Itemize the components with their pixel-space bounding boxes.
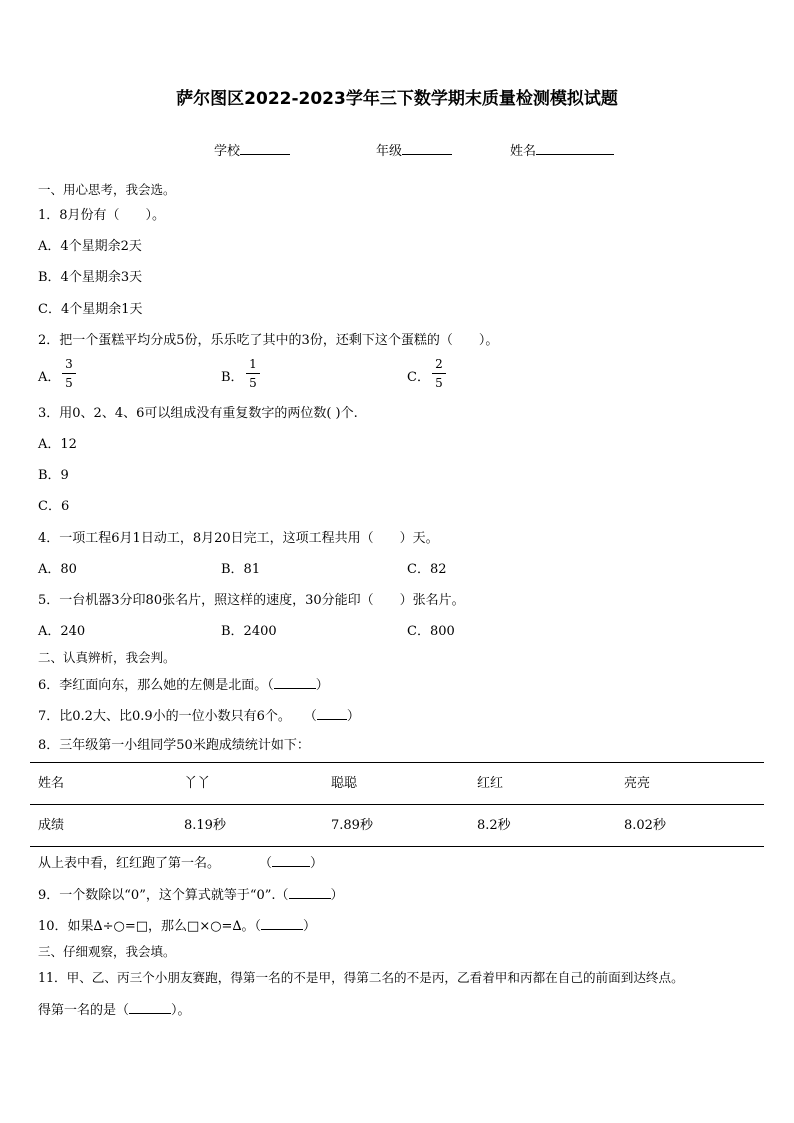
q4-option-b[interactable]: B．81 <box>221 562 261 577</box>
q2-b-numerator: 1 <box>249 357 257 371</box>
q2-b-denominator: 5 <box>249 376 257 390</box>
q11-line2-text: 得第一名的是（ <box>38 1003 130 1018</box>
q2-stem: 2．把一个蛋糕平均分成5份，乐乐吃了其中的3份，还剩下这个蛋糕的（ ）。 <box>38 333 499 348</box>
q8-stem: 8．三年级第一小组同学50米跑成绩统计如下： <box>38 738 310 753</box>
q3-option-b[interactable]: B．9 <box>38 468 69 483</box>
q8-answer-blank[interactable] <box>272 854 310 867</box>
q11-line2 <box>38 1001 191 1019</box>
q8-close: ） <box>310 856 324 871</box>
q2-option-a-label[interactable]: A． <box>38 370 61 385</box>
q4-option-a[interactable]: A．80 <box>38 562 77 577</box>
q5-option-a[interactable]: A．240 <box>38 624 86 639</box>
table-cell: 成绩 <box>38 818 65 833</box>
section-3-heading: 三、仔细观察，我会填。 <box>38 944 176 959</box>
q3-stem: 3．用0、2、4、6可以组成没有重复数字的两位数( )个. <box>38 406 358 421</box>
q1-stem: 1．8月份有（ ）。 <box>38 208 166 223</box>
table-header-cell: 姓名 <box>38 776 65 791</box>
q2-a-numerator: 3 <box>65 357 73 371</box>
q1-option-c[interactable]: C．4个星期余1天 <box>38 302 143 317</box>
q9-close: ） <box>330 888 344 903</box>
q2-option-c-label[interactable]: C． <box>407 370 430 385</box>
table-header-cell: 聪聪 <box>331 776 358 791</box>
fraction-bar <box>246 373 260 374</box>
q7-answer-blank[interactable] <box>317 707 347 720</box>
q11-stem: 11．甲、乙、丙三个小朋友赛跑，得第一名的不是甲，得第二名的不是丙，乙看着甲和丙都在自己的前面到达终点。 <box>38 970 684 985</box>
school-field <box>214 142 290 160</box>
fraction-bar <box>432 373 446 374</box>
q7-line <box>38 707 360 725</box>
q2-a-denominator: 5 <box>65 376 73 390</box>
school-blank[interactable] <box>240 142 290 155</box>
section-2-heading: 二、认真辨析，我会判。 <box>38 650 176 665</box>
table-cell: 7.89秒 <box>331 818 373 833</box>
q8-follow-stem: 从上表中看，红红跑了第一名。 （ <box>38 856 273 871</box>
q3-option-c[interactable]: C．6 <box>38 499 70 514</box>
q1-option-a[interactable]: A．4个星期余2天 <box>38 239 142 254</box>
q5-option-c[interactable]: C．800 <box>407 624 455 639</box>
q5-option-b[interactable]: B．2400 <box>221 624 277 639</box>
q3-option-a[interactable]: A．12 <box>38 437 77 452</box>
q9-answer-blank[interactable] <box>289 886 331 899</box>
q6-close: ） <box>315 678 329 693</box>
q6-stem: 6．李红面向东，那么她的左侧是北面。（ <box>38 678 274 693</box>
q4-stem: 4．一项工程6月1日动工，8月20日完工，这项工程共用（ ）天。 <box>38 531 439 546</box>
q2-option-b-fraction <box>246 357 260 390</box>
q2-option-c-fraction <box>432 357 446 390</box>
table-header-cell: 丫丫 <box>184 776 211 791</box>
q2-option-a-fraction <box>62 357 76 390</box>
q10-close: ） <box>303 919 317 934</box>
q5-stem: 5．一台机器3分印80张名片，照这样的速度，30分能印（ ）张名片。 <box>38 593 465 608</box>
table-middle-rule <box>30 804 764 805</box>
grade-label: 年级 <box>376 144 403 159</box>
table-header-cell: 亮亮 <box>624 776 651 791</box>
table-cell: 8.19秒 <box>184 818 226 833</box>
q7-close: ） <box>346 709 360 724</box>
q6-answer-blank[interactable] <box>274 676 316 689</box>
name-label: 姓名 <box>510 144 537 159</box>
fraction-bar <box>62 373 76 374</box>
table-header-cell: 红红 <box>477 776 504 791</box>
q2-option-b-label[interactable]: B． <box>221 370 244 385</box>
page-title: 萨尔图区2022-2023学年三下数学期末质量检测模拟试题 <box>176 89 618 109</box>
table-top-rule <box>30 762 764 763</box>
q9-line <box>38 886 344 904</box>
q10-answer-blank[interactable] <box>261 917 303 930</box>
table-cell: 8.02秒 <box>624 818 666 833</box>
q9-stem: 9．一个数除以“0”，这个算式就等于“0”.（ <box>38 888 289 903</box>
q7-stem: 7．比0.2大、比0.9小的一位小数只有6个。 （ <box>38 709 317 724</box>
school-label: 学校 <box>214 144 241 159</box>
q2-c-denominator: 5 <box>435 376 443 390</box>
grade-field <box>376 142 452 160</box>
q6-line <box>38 676 329 694</box>
name-field <box>510 142 614 160</box>
grade-blank[interactable] <box>402 142 452 155</box>
q4-option-c[interactable]: C．82 <box>407 562 447 577</box>
table-cell: 8.2秒 <box>477 818 511 833</box>
name-blank[interactable] <box>536 142 614 155</box>
q10-line <box>38 917 316 935</box>
q8-follow-line <box>38 854 323 872</box>
section-1-heading: 一、用心思考，我会选。 <box>38 182 176 197</box>
q10-stem: 10．如果∆÷○=□，那么□×○=∆。（ <box>38 919 262 934</box>
q11-answer-blank[interactable] <box>129 1001 171 1014</box>
q11-close: ）。 <box>171 1003 191 1018</box>
q1-option-b[interactable]: B．4个星期余3天 <box>38 270 143 285</box>
q2-c-numerator: 2 <box>435 357 443 371</box>
table-bottom-rule <box>30 846 764 847</box>
